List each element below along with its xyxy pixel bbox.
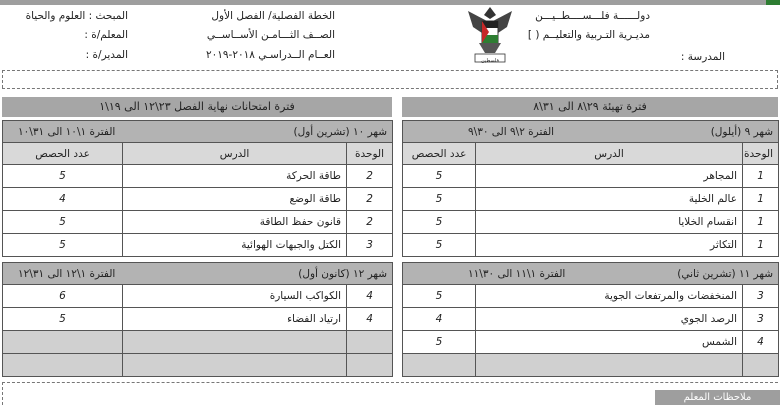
- month-period: الفترة ١\١٠ الى ٣١\١٠: [18, 125, 116, 138]
- col-count-header: عدد الحصص: [403, 143, 476, 165]
- month-name: شهر ١٢ (كانون أول): [298, 267, 388, 280]
- right-table-month-1: [402, 120, 779, 257]
- header-grade: الصــف الثـــامـن الأســاســي: [206, 29, 335, 41]
- left-table-month-2: [2, 262, 393, 377]
- month-period: الفترة ١\١٢ الى ٣١\١٢: [18, 267, 116, 280]
- table-row: 1 التكاثر 5: [403, 234, 779, 257]
- table-row: [403, 354, 779, 377]
- header-divider: [2, 70, 778, 71]
- table-row: 1 المجاهر 5: [403, 165, 779, 188]
- column-header-row: [403, 143, 779, 165]
- document-header: [0, 5, 780, 67]
- palestine-eagle-emblem-icon: [465, 5, 515, 65]
- table-row: 1 عالم الخلية 5: [403, 188, 779, 211]
- month-name: شهر ٩ (أيلول): [710, 125, 774, 138]
- left-table-month-1: [2, 120, 393, 257]
- header-divider-2: [2, 88, 778, 89]
- table-row: [3, 354, 393, 377]
- table-row: 2 طاقة الحركة 5: [3, 165, 393, 188]
- table-row: 4 ارتياد الفضاء 5: [3, 308, 393, 331]
- header-teacher: المعلم/ة :: [84, 29, 128, 41]
- month-period: الفترة ٢\٩ الى ٣٠\٩: [468, 125, 555, 138]
- header-principal: المدير/ة :: [85, 49, 128, 61]
- table-row: 4 الشمس 5: [403, 331, 779, 354]
- month-header-row: [3, 121, 393, 143]
- right-period-title: فترة تهيئة ٢٩\٨ الى ٣١\٨: [402, 97, 778, 117]
- notes-divider-left: [2, 382, 3, 405]
- table-row: 1 انقسام الخلايا 5: [403, 211, 779, 234]
- header-state: دولــــــة فلـــســــطــيـــن: [535, 10, 650, 22]
- col-unit-header: الوحدة: [347, 143, 393, 165]
- month-header-row: [3, 263, 393, 285]
- teacher-notes-label: ملاحظات المعلم: [655, 390, 780, 405]
- month-name: شهر ١٠ (تشرين أول): [293, 125, 388, 138]
- header-directorate: مديـرية التـربية والتعليــم ( ]: [527, 29, 650, 41]
- header-divider-right: [777, 70, 778, 88]
- col-unit-header: الوحدة: [743, 143, 779, 165]
- column-header-row: [3, 143, 393, 165]
- header-subject: المبحث : العلوم والحياة: [25, 10, 128, 22]
- col-count-header: عدد الحصص: [3, 143, 123, 165]
- col-lesson-header: الدرس: [123, 143, 347, 165]
- month-header-row: [403, 263, 779, 285]
- month-header-row: [403, 121, 779, 143]
- table-row: 2 طاقة الوضع 4: [3, 188, 393, 211]
- col-lesson-header: الدرس: [476, 143, 743, 165]
- header-school: المدرسة :: [680, 51, 725, 63]
- left-period-title: فترة امتحانات نهاية الفصل ٢٣\١٢ الى ١٩\١: [2, 97, 392, 117]
- table-row: 4 الكواكب السيارة 6: [3, 285, 393, 308]
- table-row: [3, 331, 393, 354]
- month-period: الفترة ١\١١ الى ٣٠\١١: [468, 267, 566, 280]
- header-divider-left: [2, 70, 3, 88]
- month-name: شهر ١١ (تشرين ثاني): [677, 267, 773, 280]
- table-row: 3 الكتل والجبهات الهوائية 5: [3, 234, 393, 257]
- table-row: 2 قانون حفظ الطاقة 5: [3, 211, 393, 234]
- emblem-caption: فلسطين: [481, 58, 499, 64]
- table-row: 3 المنخفضات والمرتفعات الجوية 5: [403, 285, 779, 308]
- table-row: 3 الرصد الجوي 4: [403, 308, 779, 331]
- header-plan: الخطة الفصلية/ الفصل الأول: [211, 10, 335, 22]
- notes-divider: [2, 382, 778, 383]
- header-year: العــام الــدراسـي ٢٠١٨-٢٠١٩: [205, 49, 335, 61]
- right-table-month-2: [402, 262, 779, 377]
